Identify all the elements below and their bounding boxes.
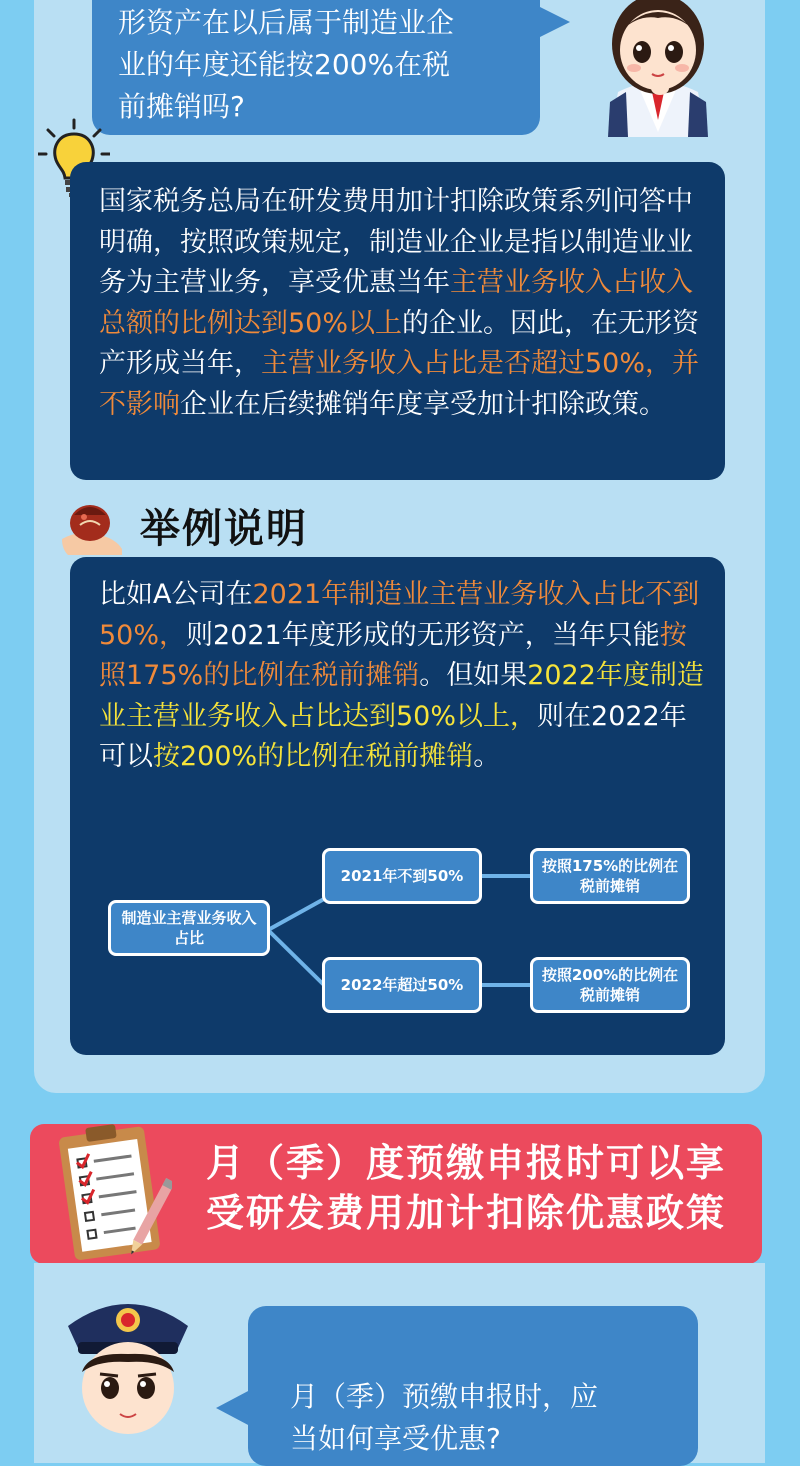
diagram-branch-node: [322, 957, 482, 1013]
question-line: 当如何享受优惠?: [290, 1422, 501, 1455]
question-bubble-top: [92, 0, 540, 135]
example-text-part: 则在2022年可以: [99, 700, 687, 772]
chestnut-hand-icon: [60, 495, 124, 555]
example-highlight: 按照175%的比例在税前摊销: [99, 619, 687, 691]
section-title-line: 月（季）度预缴申报时可以享: [206, 1141, 727, 1185]
diagram-result-label: 按照175%的比例在税前摊销: [541, 857, 679, 895]
question-line: 形资产在以后属于制造业企: [118, 6, 455, 39]
example-panel: [70, 557, 725, 1055]
diagram-result-node: [530, 848, 690, 904]
example-text-part: 比如A公司在: [99, 579, 253, 610]
diagram-branch-label: 2022年超过50%: [340, 976, 464, 994]
question-bubble-bottom: [248, 1306, 698, 1466]
example-highlight: 2021年制造业主营业务收入占比不到50%，: [99, 579, 700, 651]
diagram-result-node: [530, 957, 690, 1013]
answer-text: 国家税务总局在研发费用加计扣除政策系列问答中明确，按照政策规定，制造业企业是指以制造业业务为主营业务，享受优惠当年: [99, 186, 693, 298]
example-highlight: 2022年度制造业主营业务收入占比达到50%以上，: [99, 660, 704, 732]
answer-highlight: 主营业务收入占比是否超过50%，并不影响: [99, 348, 700, 420]
question-line: 前摊销吗?: [118, 90, 245, 123]
example-title: 举例说明: [140, 505, 308, 552]
answer-text: 的企业。因此，在无形资产形成当年，: [99, 307, 700, 379]
section-title-line: 受研发费用加计扣除优惠政策: [206, 1191, 727, 1235]
answer-highlight: 主营业务收入占收入总额的比例达到50%以上: [99, 267, 693, 339]
diagram-result-label: 按照200%的比例在税前摊销: [541, 966, 679, 1004]
example-text-part: 。: [473, 741, 501, 772]
question-line: 月（季）预缴申报时，应: [290, 1380, 599, 1413]
answer-panel: [70, 162, 725, 480]
answer-text: 企业在后续摊销年度享受加计扣除政策。: [180, 388, 666, 420]
example-text-part: 则2021年度形成的无形资产，当年只能: [186, 619, 660, 651]
diagram-root-label: 制造业主营业务收入占比: [121, 909, 257, 947]
tax-officer-icon: [48, 1288, 208, 1448]
example-heading: [60, 495, 308, 555]
example-highlight: 按200%的比例在税前摊销: [153, 741, 474, 772]
diagram-branch-node: [322, 848, 482, 904]
diagram-branch-label: 2021年不到50%: [340, 867, 464, 885]
section-title: [206, 1138, 746, 1238]
clipboard-checklist-icon: [52, 1115, 172, 1265]
tax-officer-icon: [578, 0, 738, 137]
example-text-part: 。但如果: [419, 660, 528, 691]
question-line: 业的年度还能按200%在税: [118, 48, 451, 81]
diagram-root-node: [108, 900, 270, 956]
